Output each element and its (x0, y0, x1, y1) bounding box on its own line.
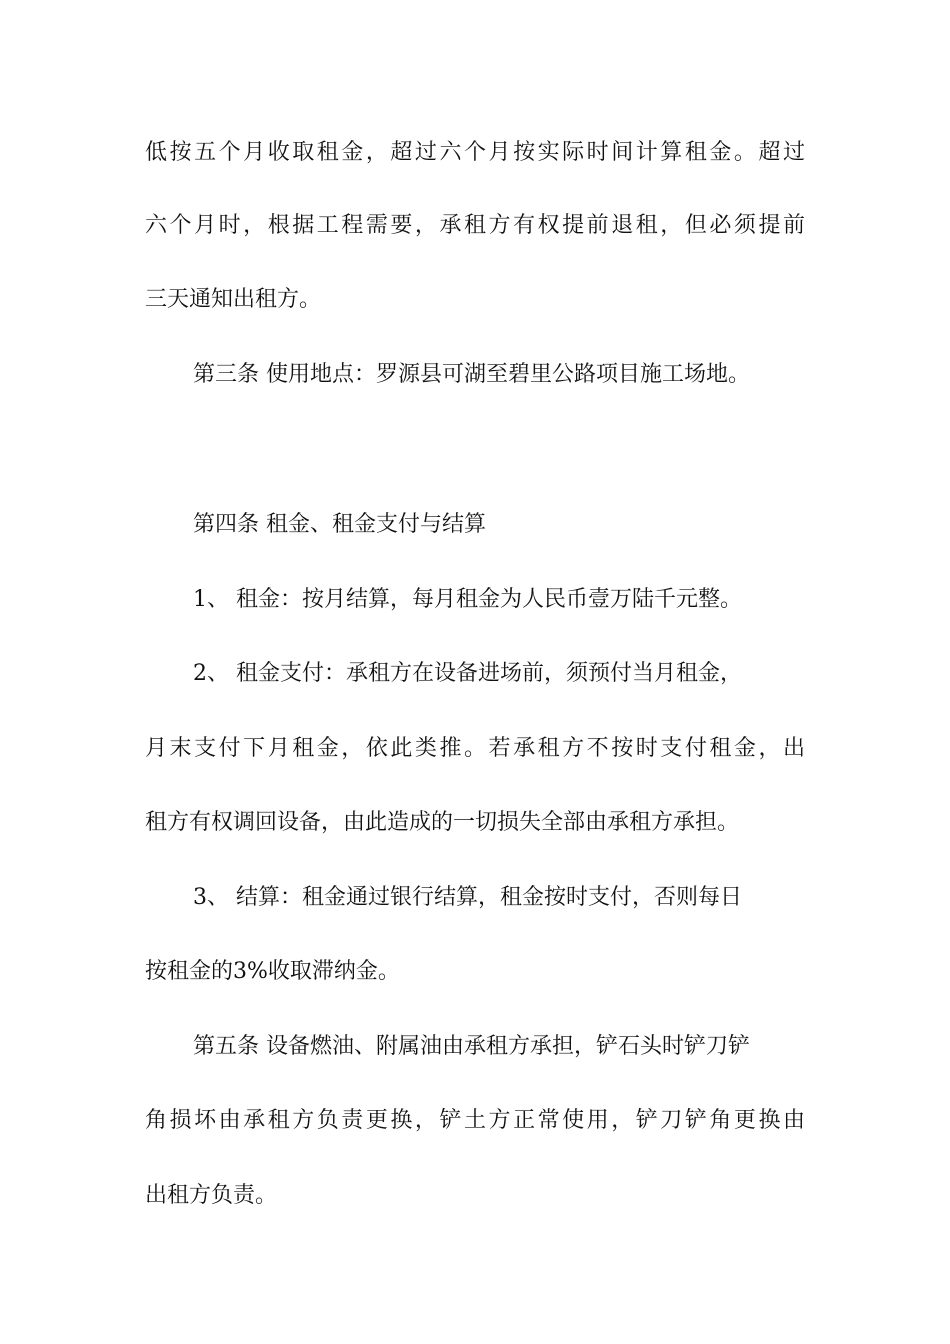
article-3-line: 第三条 使用地点：罗源县可湖至碧里公路项目施工场地。 (193, 362, 750, 387)
clause-3-line: 3、 结算：租金通过银行结算，租金按时支付，否则每日 (193, 885, 742, 910)
paragraph-line: 月末支付下月租金，依此类推。若承租方不按时支付租金，出 (145, 736, 805, 761)
clause-2-line: 2、 租金支付：承租方在设备进场前，须预付当月租金， (193, 661, 742, 686)
article-4-heading: 第四条 租金、租金支付与结算 (193, 512, 486, 537)
paragraph-line: 三天通知出租方。 (145, 287, 322, 312)
article-5-line: 第五条 设备燃油、附属油由承租方承担，铲石头时铲刀铲 (193, 1034, 750, 1059)
paragraph-line: 租方有权调回设备，由此造成的一切损失全部由承租方承担。 (145, 810, 740, 835)
paragraph-line: 出租方负责。 (145, 1183, 278, 1208)
paragraph-line: 六个月时，根据工程需要，承租方有权提前退租，但必须提前 (145, 213, 805, 238)
paragraph-line: 按租金的3%收取滞纳金。 (145, 959, 400, 984)
paragraph-line: 低按五个月收取租金，超过六个月按实际时间计算租金。超过 (145, 140, 805, 165)
clause-1-line: 1、 租金：按月结算，每月租金为人民币壹万陆千元整。 (193, 587, 742, 612)
paragraph-line: 角损坏由承租方负责更换，铲土方正常使用，铲刀铲角更换由 (145, 1108, 805, 1133)
